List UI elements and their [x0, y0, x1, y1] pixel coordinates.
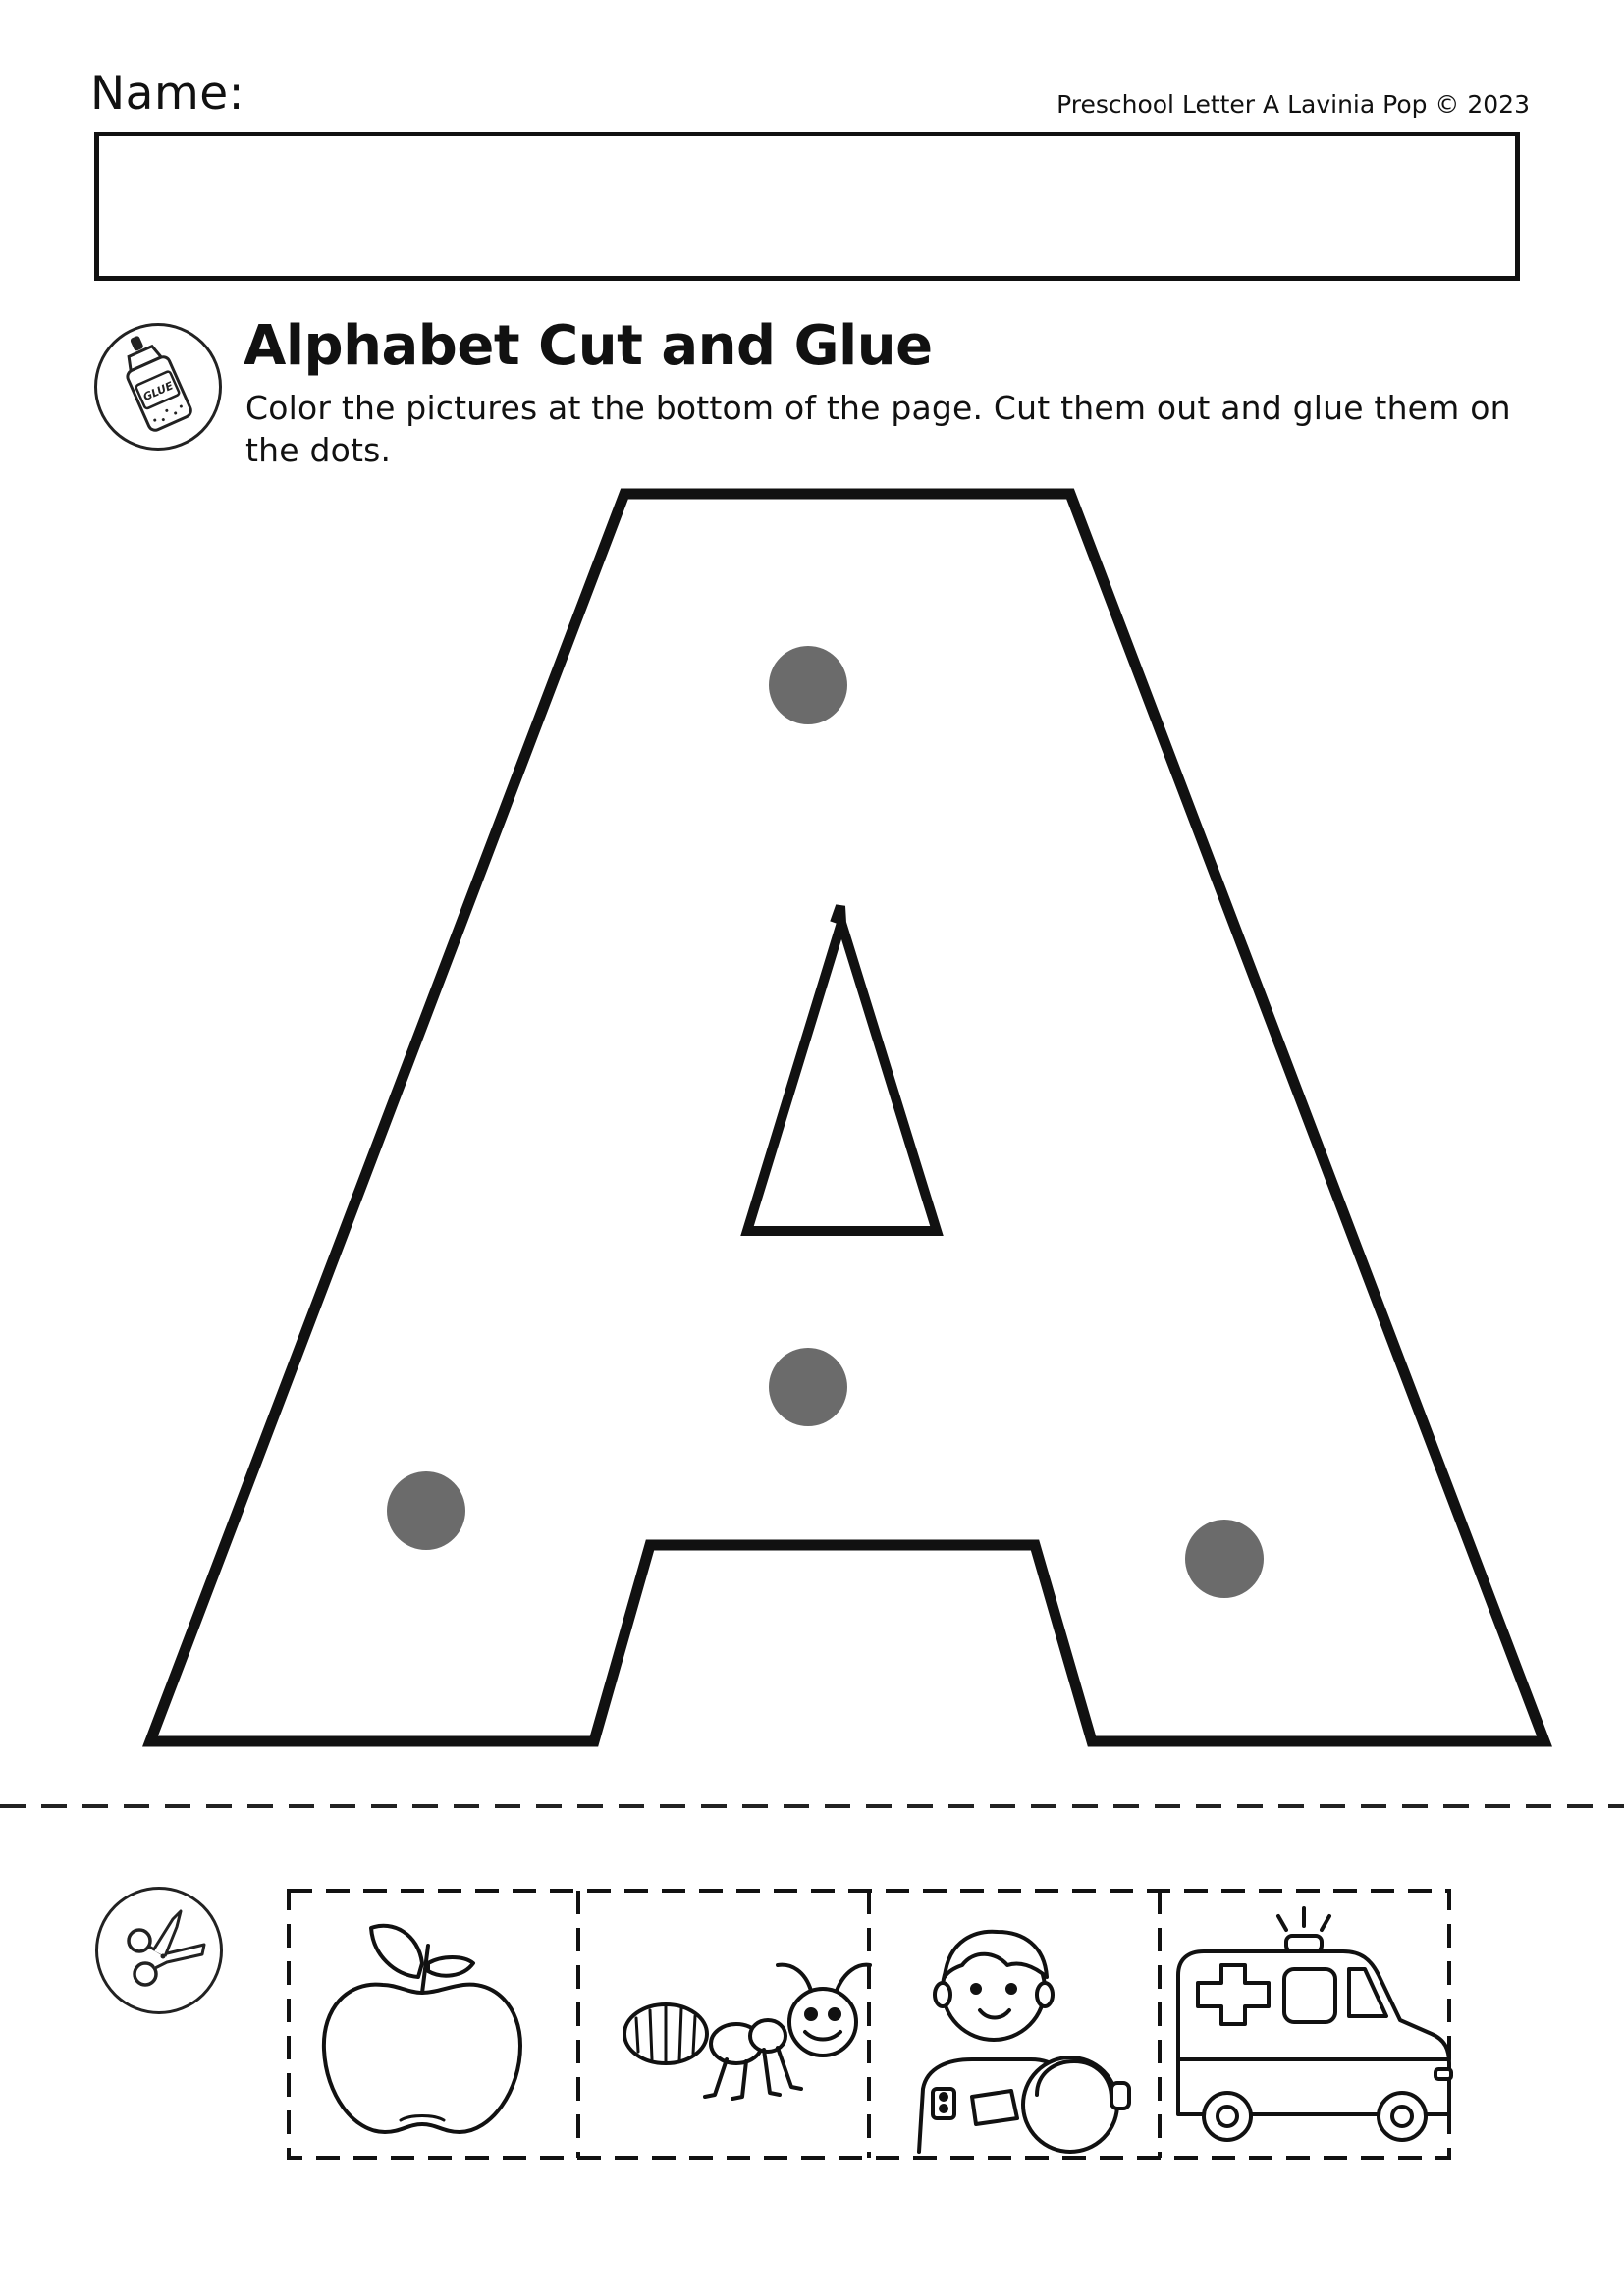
- activity-instructions: Color the pictures at the bottom of the page. Cut them out and glue them on the dots.: [245, 389, 1511, 469]
- glue-dot-left: [387, 1471, 465, 1550]
- apple-icon[interactable]: [324, 1926, 520, 2132]
- scissors-icon: [95, 1887, 223, 2014]
- credit-text: Preschool Letter A Lavinia Pop © 2023: [1056, 90, 1530, 119]
- glue-dot-top: [769, 646, 847, 724]
- cutout-cards: [285, 1887, 1453, 2162]
- cut-line: [0, 1802, 1624, 1810]
- ant-icon[interactable]: [624, 1965, 870, 2099]
- ambulance-icon[interactable]: [1178, 1908, 1451, 2140]
- glue-icon-label: GLUE: [140, 379, 176, 404]
- astronaut-icon[interactable]: [919, 1932, 1129, 2152]
- name-label: Name:: [90, 67, 244, 121]
- glue-dot-right: [1185, 1520, 1264, 1598]
- glue-dot-middle: [769, 1348, 847, 1426]
- activity-title: Alphabet Cut and Glue: [244, 314, 933, 378]
